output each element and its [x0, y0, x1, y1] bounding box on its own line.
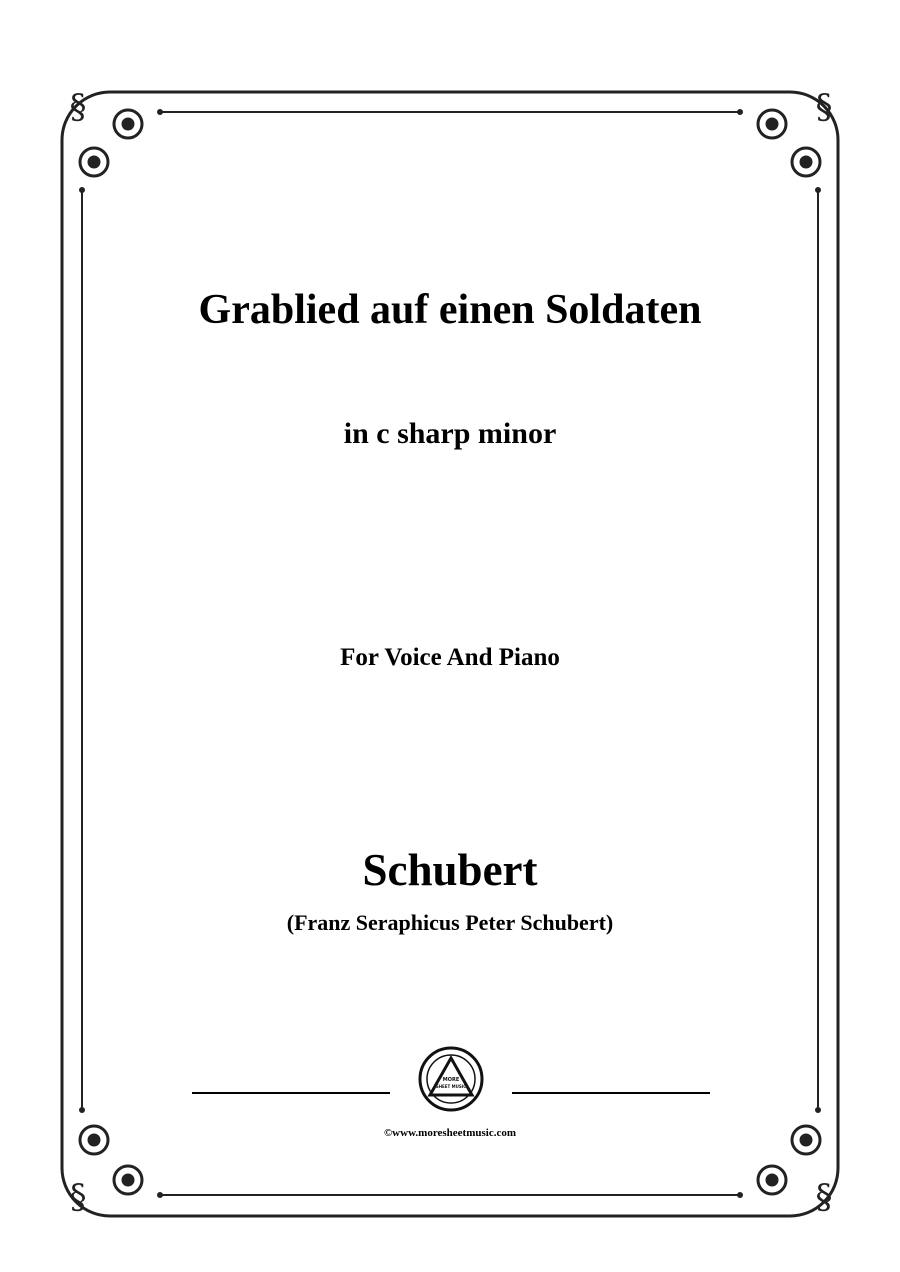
- footer-rule-right: [512, 1092, 710, 1094]
- section-sign-ornament-top-left: §: [69, 87, 87, 127]
- corner-ornament-top-right: [737, 109, 821, 193]
- composer-name: Schubert: [362, 845, 538, 895]
- corner-ornament-top-left: [79, 109, 163, 193]
- instrumentation-label: For Voice And Piano: [340, 644, 560, 671]
- piece-title: Grablied auf einen Soldaten: [198, 287, 702, 333]
- footer-rule-left: [192, 1092, 390, 1094]
- copyright-notice: ©www.moresheetmusic.com: [383, 1127, 517, 1139]
- section-sign-ornament-bottom-left: §: [69, 1177, 87, 1217]
- corner-ornament-bottom-left: [79, 1107, 163, 1198]
- corner-ornament-bottom-right: [737, 1107, 821, 1198]
- key-subtitle: in c sharp minor: [343, 417, 557, 450]
- section-sign-ornament-bottom-right: §: [815, 1177, 833, 1217]
- publisher-logo-icon: [417, 1045, 485, 1113]
- composer-full-name: (Franz Seraphicus Peter Schubert): [286, 910, 614, 935]
- svg-text:SHEET MUSIC: SHEET MUSIC: [435, 1084, 467, 1089]
- svg-text:MORE: MORE: [442, 1077, 460, 1083]
- section-sign-ornament-top-right: §: [815, 87, 833, 127]
